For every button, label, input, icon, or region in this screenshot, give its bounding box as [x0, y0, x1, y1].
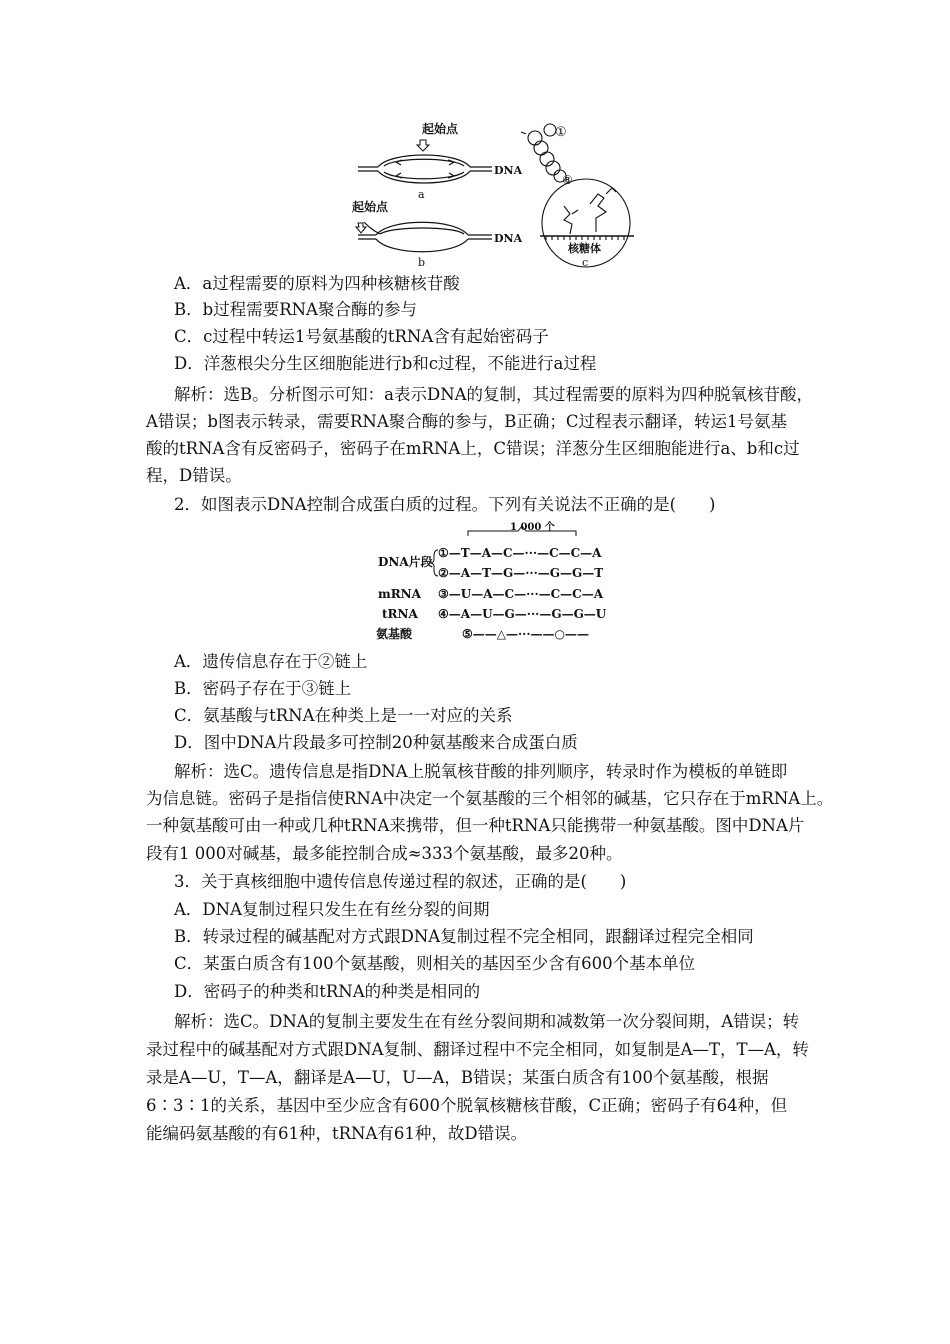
q3-option-a: A．DNA复制过程只发生在有丝分裂的间期 [174, 900, 490, 919]
label-ribosome: 核糖体 [568, 242, 601, 255]
q1-option-a: A．a过程需要的原料为四种核糖核苷酸 [174, 274, 460, 293]
strand-row-3: ③—U—A—C—···—C—C—A [438, 587, 604, 601]
transcription-bubble-b [358, 222, 492, 252]
circle-label-8: ⑧ [562, 173, 573, 187]
replication-bubble-a [358, 155, 492, 183]
label-origin-a: 起始点 [422, 122, 459, 136]
label-origin-b: 起始点 [352, 200, 389, 214]
q1-analysis-line: 程，D错误。 [146, 466, 242, 485]
q3-option-d: D．密码子的种类和tRNA的种类是相同的 [174, 982, 481, 1001]
row-label-amino-acid: 氨基酸 [376, 627, 413, 641]
q1-analysis-line: 解析：选B。分析图示可知：a表示DNA的复制，其过程需要的原料为四种脱氧核苷酸， [174, 385, 814, 404]
brace-label: 1 000 个 [510, 522, 555, 533]
dna-brace [431, 550, 438, 576]
q2-analysis-line: 段有1 000对碱基，最多能控制合成≈333个氨基酸，最多20种。 [146, 844, 623, 863]
q2-analysis-line: 解析：选C。遗传信息是指DNA上脱氧核苷酸的排列顺序，转录时作为模板的单链即 [174, 762, 788, 781]
label-dna-a: DNA [494, 164, 523, 177]
figure-dna-processes [350, 118, 640, 274]
q3-analysis-line: 录过程中的碱基配对方式跟DNA复制、翻译过程中不完全相同，如复制是A—T，T—A，转 [146, 1040, 809, 1059]
q2-option-d: D．图中DNA片段最多可控制20种氨基酸来合成蛋白质 [174, 733, 578, 752]
sub-b: b [418, 256, 426, 269]
origin-arrow-a [417, 140, 429, 151]
figure-dna-table [376, 520, 616, 645]
strand-row-4: ④—A—U—G—···—G—G—U [438, 607, 607, 621]
q1-option-d: D．洋葱根尖分生区细胞能进行b和c过程，不能进行a过程 [174, 354, 597, 373]
q2-option-c: C．氨基酸与tRNA在种类上是一一对应的关系 [174, 706, 513, 725]
q2-analysis-line: 一种氨基酸可由一种或几种tRNA来携带，但一种tRNA只能携带一种氨基酸。图中DNA片 [146, 816, 805, 835]
circle-label-1: ① [555, 125, 567, 140]
q1-option-b: B．b过程需要RNA聚合酶的参与 [174, 300, 417, 319]
q3-analysis-line: 解析：选C。DNA的复制主要发生在有丝分裂间期和减数第一次分裂间期，A错误；转 [174, 1012, 800, 1031]
strand-row-5: ⑤——△—···——○—— [462, 627, 589, 641]
q2-stem: 2．如图表示DNA控制合成蛋白质的过程。下列有关说法不正确的是( ) [174, 495, 716, 514]
row-label-trna: tRNA [382, 607, 418, 621]
strand-row-1: ①—T—A—C—···—C—C—A [438, 546, 602, 560]
q3-analysis-line: 录是A—U，T—A，翻译是A—U，U—A，B错误；某蛋白质含有100个氨基酸，根据 [146, 1068, 769, 1087]
row-label-mrna: mRNA [378, 587, 421, 601]
row-label-dna: DNA片段 [378, 555, 433, 569]
strand-row-2: ②—A—T—G—···—G—G—T [438, 566, 604, 580]
q3-analysis-line: 能编码氨基酸的有61种，tRNA有61种，故D错误。 [146, 1124, 528, 1143]
q2-option-a: A．遗传信息存在于②链上 [174, 652, 368, 671]
q2-analysis-line: 为信息链。密码子是指信使RNA中决定一个氨基酸的三个相邻的碱基，它只存在于mRNA上。 [146, 789, 834, 808]
q1-analysis-line: 酸的tRNA含有反密码子，密码子在mRNA上，C错误；洋葱分生区细胞能进行a、b和c过 [146, 439, 800, 458]
q3-option-b: B．转录过程的碱基配对方式跟DNA复制过程不完全相同，跟翻译过程完全相同 [174, 927, 754, 946]
q2-option-b: B．密码子存在于③链上 [174, 679, 352, 698]
q3-analysis-line: 6∶3∶1的关系，基因中至少应含有600个脱氧核糖核苷酸，C正确；密码子有64种，但 [146, 1096, 788, 1115]
q3-option-c: C．某蛋白质含有100个氨基酸，则相关的基因至少含有600个基本单位 [174, 954, 696, 973]
q3-stem: 3．关于真核细胞中遗传信息传递过程的叙述，正确的是( ) [174, 872, 627, 891]
q1-analysis-line: A错误；b图表示转录，需要RNA聚合酶的参与，B正确；C过程表示翻译，转运1号氨基 [146, 412, 788, 431]
sub-a: a [418, 188, 425, 201]
label-dna-b: DNA [494, 232, 523, 245]
q1-option-c: C．c过程中转运1号氨基酸的tRNA含有起始密码子 [174, 327, 549, 346]
sub-c: c [582, 256, 589, 269]
origin-arrow-b [356, 223, 366, 233]
